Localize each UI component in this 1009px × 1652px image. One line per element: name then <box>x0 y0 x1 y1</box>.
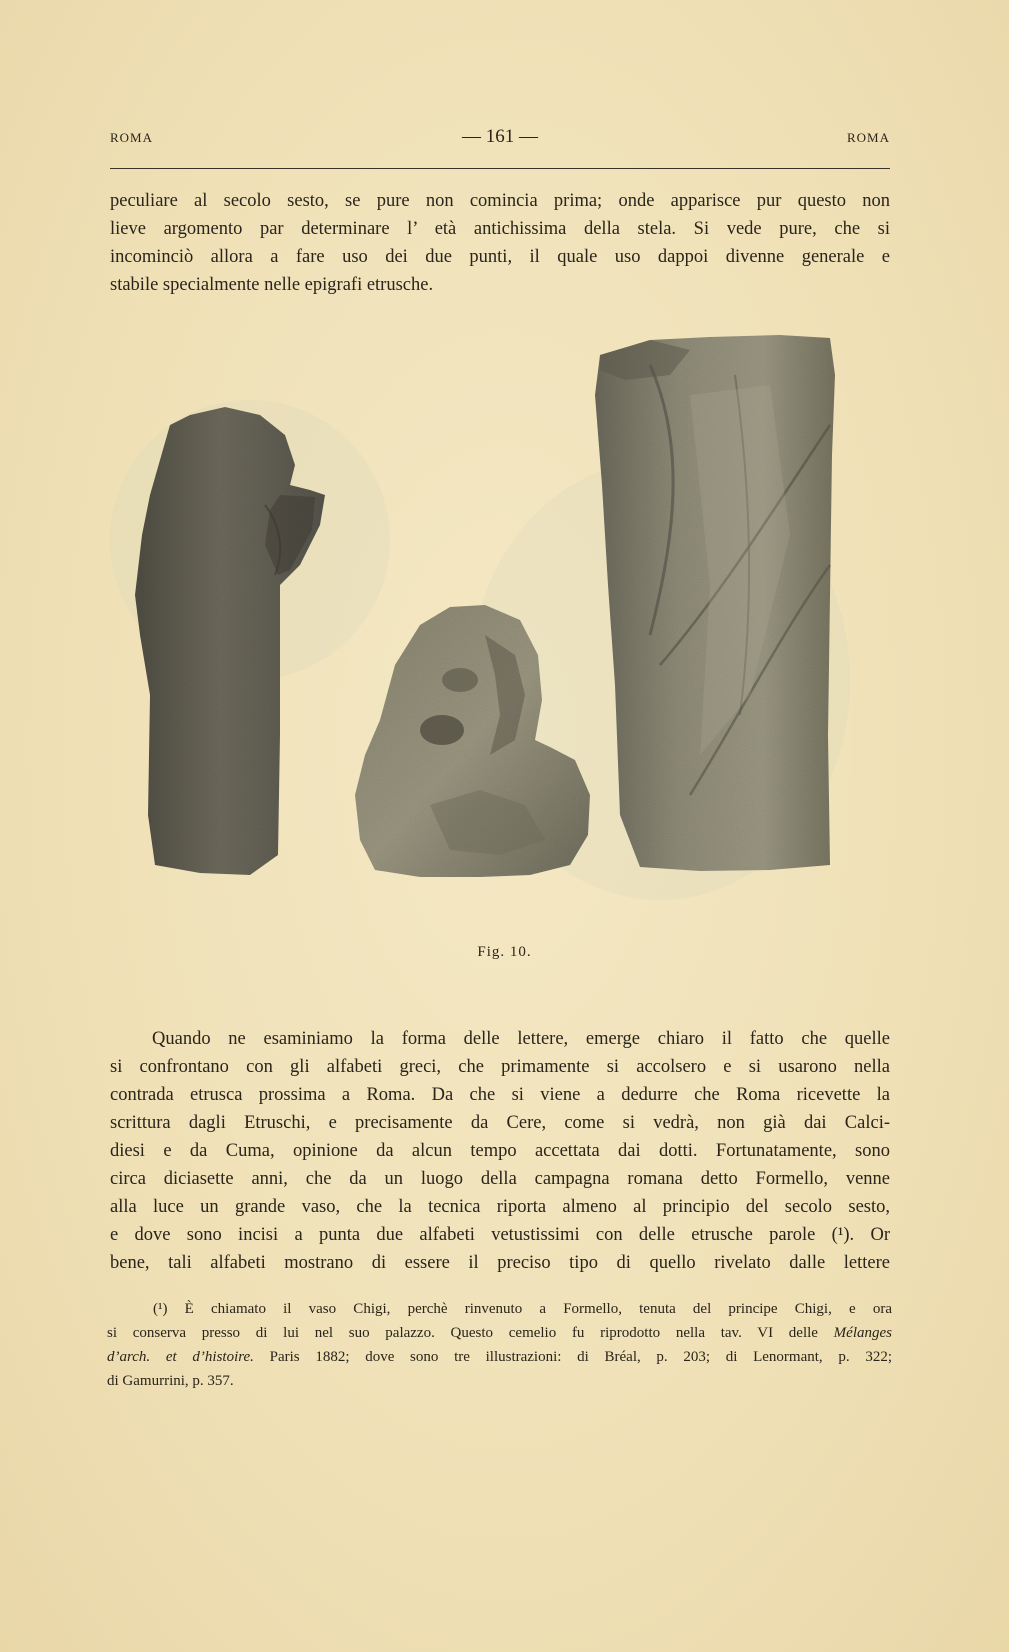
footnote-line: (¹) È chiamato il vaso Chigi, perchè rinvenuto a Formello, tenuta del principe Chigi, e ora <box>153 1301 892 1317</box>
header-right: ROMA <box>846 130 890 145</box>
text-line: bene, tali alfabeti mostrano di essere il preciso tipo di quello rivelato dalle lettere <box>110 1253 890 1273</box>
text-line: contrada etrusca prossima a Roma. Da che si viene a dedurre che Roma ricevette la <box>110 1085 890 1105</box>
text-line: alla luce un grande vaso, che la tecnica riporta almeno al principio del secolo sesto, <box>110 1197 890 1217</box>
footnote-line: di Gamurrini, p. 357. <box>107 1373 234 1389</box>
text-line: e dove sono incisi a punta due alfabeti vetustissimi con delle etrusche parole (¹). Or <box>110 1225 890 1245</box>
figure-10-photograph <box>130 335 890 915</box>
page-number: — 161 — <box>462 126 538 147</box>
footnote-text: si conserva presso di lui nel suo palazzo. Questo cemelio fu riprodotto nella tav. VI delle <box>107 1325 818 1341</box>
text-line: scrittura dagli Etruschi, e precisamente da Cere, come si vedrà, non già dai Calci- <box>110 1113 890 1133</box>
text-line: lieve argomento par determinare l’ età antichissima della stela. Si vede pure, che si <box>110 219 890 239</box>
figure-caption: Fig. 10. <box>477 944 532 960</box>
left-sculpture-fragment <box>135 407 325 875</box>
right-sculpture-fragment <box>595 335 835 871</box>
running-header <box>110 126 890 150</box>
footnote-italic: Mélanges <box>833 1325 892 1341</box>
text-line: Quando ne esaminiamo la forma delle lettere, emerge chiaro il fatto che quelle <box>152 1029 890 1049</box>
text-line: si confrontano con gli alfabeti greci, che primamente si accolsero e si usarono nella <box>110 1057 890 1077</box>
sculpture-fragments-image <box>130 335 890 915</box>
header-left: ROMA <box>110 130 154 145</box>
footnote-italic: d’arch. et d’histoire. <box>107 1349 254 1365</box>
text-line: circa diciasette anni, che da un luogo della campagna romana detto Formello, venne <box>110 1169 890 1189</box>
paragraph-1 <box>110 187 890 299</box>
text-line: incominciò allora a fare uso dei due punti, il quale uso dappoi divenne generale e <box>110 247 890 267</box>
middle-sculpture-fragment <box>355 605 590 877</box>
footnote-line <box>107 1345 892 1369</box>
footnote-text: Paris 1882; dove sono tre illustrazioni: di Bréal, p. 203; di Lenormant, p. 322; <box>253 1349 892 1365</box>
footnote-line <box>107 1321 892 1345</box>
paragraph-2 <box>110 1025 890 1277</box>
text-line: peculiare al secolo sesto, se pure non comincia prima; onde apparisce pur questo non <box>110 191 890 211</box>
text-line: stabile specialmente nelle epigrafi etrusche. <box>110 275 434 295</box>
footnote <box>107 1297 892 1393</box>
header-rule <box>110 168 890 169</box>
text-line: diesi e da Cuma, opinione da alcun tempo accettata dai dotti. Fortunatamente, sono <box>110 1141 890 1161</box>
